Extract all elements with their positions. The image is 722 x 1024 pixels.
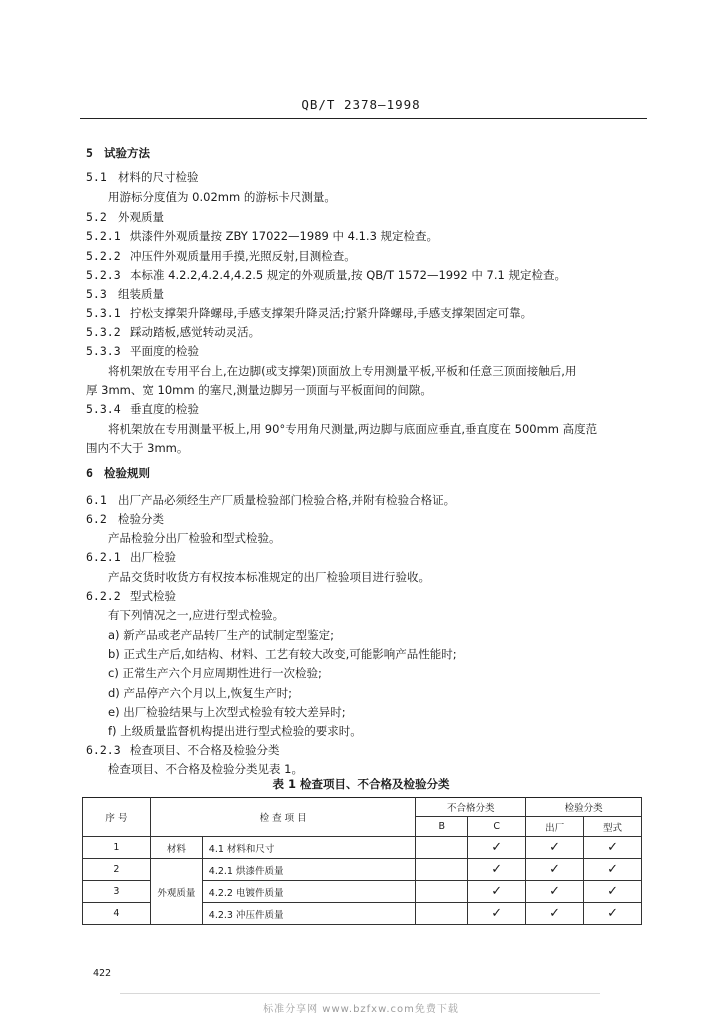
body-text-line: 将机架放在专用平台上,在边脚(或支撑架)顶面放上专用测量平板,平板和任意三顶面接触后,用 (108, 364, 577, 378)
header-type: 型式 (584, 817, 642, 837)
row-item: 4.2.2 电镀件质量 (202, 881, 416, 903)
section-number: 5.3 (86, 287, 107, 301)
section-heading: 检查项目、不合格及检验分类 (130, 743, 280, 757)
header-nonconformity: 不合格分类 (416, 798, 526, 817)
section-heading: 型式检验 (130, 589, 176, 603)
section-number: 6.1 (86, 493, 107, 507)
row-seq: 2 (83, 859, 151, 881)
section-heading: 出厂检验 (130, 550, 176, 564)
row-b (416, 859, 468, 881)
check-mark: ✓ (584, 903, 642, 925)
row-seq: 3 (83, 881, 151, 903)
header-factory: 出厂 (526, 817, 584, 837)
row-item: 4.1 材料和尺寸 (202, 837, 416, 859)
section-heading: 平面度的检验 (130, 344, 199, 358)
row-item: 4.2.3 冲压件质量 (202, 903, 416, 925)
table-caption: 表 1 检查项目、不合格及检验分类 (272, 777, 450, 791)
header-c: C (468, 817, 526, 837)
section-heading: 拧松支撑架升降螺母,手感支撑架升降灵活;拧紧升降螺母,手感支撑架固定可靠。 (130, 306, 533, 320)
section-number: 6.2.3 (86, 743, 121, 757)
check-mark: ✓ (468, 881, 526, 903)
row-item: 4.2.1 烘漆件质量 (202, 859, 416, 881)
check-mark: ✓ (526, 837, 584, 859)
section-heading: 出厂产品必须经生产厂质量检验部门检验合格,并附有检验合格证。 (118, 493, 456, 507)
check-mark: ✓ (526, 859, 584, 881)
section-heading: 试验方法 (104, 146, 150, 160)
body-text-line: 产品交货时收货方有权按本标准规定的出厂检验项目进行验收。 (108, 570, 430, 584)
section-number: 5.3.1 (86, 306, 121, 320)
check-mark: ✓ (584, 881, 642, 903)
inspection-table (82, 797, 642, 925)
table-row (83, 859, 642, 881)
section-number: 5 (86, 146, 93, 160)
section-heading: 垂直度的检验 (130, 402, 199, 416)
page-number: 422 (93, 968, 112, 979)
check-mark: ✓ (526, 903, 584, 925)
section-heading: 外观质量 (118, 210, 164, 224)
row-seq: 4 (83, 903, 151, 925)
check-mark: ✓ (526, 881, 584, 903)
section-heading: 本标准 4.2.2,4.2.4,4.2.5 规定的外观质量,按 QB/T 1572—1992 中 7.1 规定检查。 (130, 268, 566, 282)
body-text-line: 检查项目、不合格及检验分类见表 1。 (108, 762, 303, 776)
check-mark: ✓ (584, 837, 642, 859)
section-heading: 检验分类 (118, 512, 164, 526)
body-text-line: 有下列情况之一,应进行型式检验。 (108, 608, 285, 622)
section-heading: 烘漆件外观质量按 ZBY 17022—1989 中 4.1.3 规定检查。 (130, 229, 439, 243)
section-heading: 检验规则 (104, 466, 150, 480)
section-number: 5.3.2 (86, 325, 121, 339)
header-seq: 序 号 (83, 798, 151, 837)
check-mark: ✓ (468, 837, 526, 859)
header-b: B (416, 817, 468, 837)
check-mark: ✓ (468, 903, 526, 925)
body-text-line: f) 上级质量监督机构提出进行型式检验的要求时。 (108, 724, 362, 738)
body-text-line: 将机架放在专用测量平板上,用 90°专用角尺测量,两边脚与底面应垂直,垂直度在 500mm 高度范 (108, 422, 598, 436)
section-number: 5.3.3 (86, 344, 121, 358)
body-text-line: 用游标分度值为 0.02mm 的游标卡尺测量。 (108, 190, 336, 204)
check-mark: ✓ (468, 859, 526, 881)
section-number: 5.2.1 (86, 229, 121, 243)
section-heading: 材料的尺寸检验 (118, 170, 199, 184)
group-label-material: 材料 (150, 837, 202, 859)
table-row (83, 837, 642, 859)
section-number: 5.2.2 (86, 249, 121, 263)
header-rule (80, 118, 647, 119)
section-number: 5.2.3 (86, 268, 121, 282)
section-number: 6.2 (86, 512, 107, 526)
row-b (416, 837, 468, 859)
row-b (416, 881, 468, 903)
document-code-header: QB/T 2378—1998 (301, 97, 421, 112)
group-label-appearance: 外观质量 (150, 859, 202, 925)
section-number: 6 (86, 466, 93, 480)
body-text-line: d) 产品停产六个月以上,恢复生产时; (108, 686, 292, 700)
header-inspection-class: 检验分类 (526, 798, 642, 817)
section-number: 5.2 (86, 210, 107, 224)
section-heading: 冲压件外观质量用手摸,光照反射,目测检查。 (130, 249, 356, 263)
body-text-line: e) 出厂检验结果与上次型式检验有较大差异时; (108, 705, 346, 719)
section-heading: 踩动踏板,感觉转动灵活。 (130, 325, 261, 339)
body-text-line: 围内不大于 3mm。 (86, 441, 189, 455)
section-number: 6.2.2 (86, 589, 121, 603)
row-seq: 1 (83, 837, 151, 859)
section-number: 6.2.1 (86, 550, 121, 564)
header-item: 检 查 项 目 (150, 798, 416, 837)
section-number: 5.1 (86, 170, 107, 184)
body-text-line: c) 正常生产六个月应周期性进行一次检验; (108, 666, 322, 680)
section-heading: 组装质量 (118, 287, 164, 301)
row-b (416, 903, 468, 925)
body-text-line: 厚 3mm、宽 10mm 的塞尺,测量边脚另一顶面与平板面间的间隙。 (86, 383, 432, 397)
body-text-line: 产品检验分出厂检验和型式检验。 (108, 531, 281, 545)
section-number: 5.3.4 (86, 402, 121, 416)
watermark-text: 标准分享网 www.bzfxw.com免费下载 (263, 1004, 459, 1015)
footer-rule (120, 993, 600, 994)
body-text-line: a) 新产品或老产品转厂生产的试制定型鉴定; (108, 628, 335, 642)
check-mark: ✓ (584, 859, 642, 881)
body-text-line: b) 正式生产后,如结构、材料、工艺有较大改变,可能影响产品性能时; (108, 647, 457, 661)
